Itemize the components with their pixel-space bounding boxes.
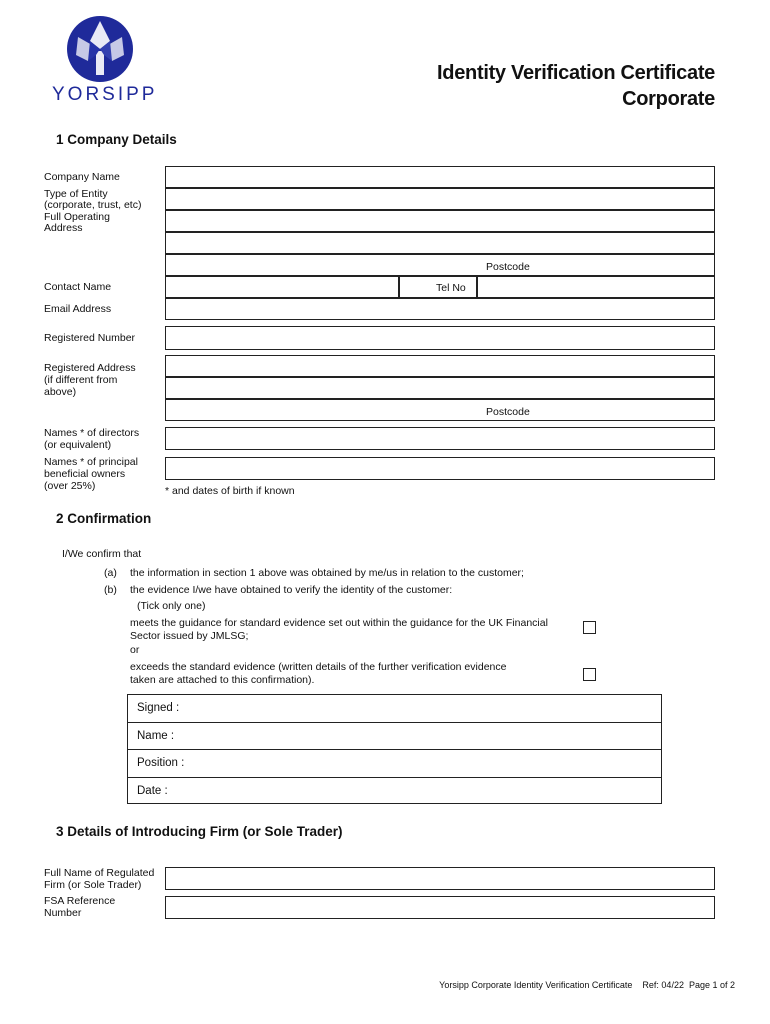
operating-address-label-2: Address bbox=[44, 222, 83, 234]
company-name-field[interactable] bbox=[165, 166, 715, 188]
registered-number-label: Registered Number bbox=[44, 332, 136, 344]
operating-address-line-3-field[interactable] bbox=[165, 254, 715, 276]
email-field[interactable] bbox=[165, 298, 715, 320]
registered-address-label-3: above) bbox=[44, 386, 77, 398]
page-subtitle: Corporate bbox=[622, 88, 715, 110]
registered-address-line-1-field[interactable] bbox=[165, 355, 715, 377]
item-b-text: the evidence I/we have obtained to verify the identity of the customer: bbox=[130, 584, 453, 596]
entity-type-hint: (corporate, trust, etc) bbox=[44, 199, 142, 211]
signed-row[interactable]: Signed : bbox=[128, 695, 661, 723]
company-name-label: Company Name bbox=[44, 171, 120, 183]
logo-emblem-icon bbox=[66, 15, 134, 83]
confirm-intro: I/We confirm that bbox=[62, 548, 142, 560]
operating-address-line-1-field[interactable] bbox=[165, 210, 715, 232]
registered-address-line-2-field[interactable] bbox=[165, 377, 715, 399]
section-1-heading: 1 Company Details bbox=[56, 132, 177, 147]
operating-address-label: Full Operating bbox=[44, 211, 110, 223]
fsa-reference-field[interactable] bbox=[165, 896, 715, 919]
company-logo bbox=[66, 15, 134, 83]
section-3-heading: 3 Details of Introducing Firm (or Sole Trader) bbox=[56, 824, 343, 839]
email-label: Email Address bbox=[44, 303, 112, 315]
owners-label-2: beneficial owners bbox=[44, 468, 126, 480]
date-row[interactable]: Date : bbox=[137, 784, 168, 797]
option-1-text: meets the guidance for standard evidence set out within the guidance for the UK Financial bbox=[130, 617, 548, 629]
owners-label: Names * of principal bbox=[44, 456, 138, 468]
firm-name-field[interactable] bbox=[165, 867, 715, 890]
item-a-text: the information in section 1 above was obtained by me/us in relation to the customer; bbox=[130, 567, 524, 579]
registered-number-field[interactable] bbox=[165, 326, 715, 350]
registered-address-label: Registered Address bbox=[44, 362, 136, 374]
directors-label-2: (or equivalent) bbox=[44, 439, 112, 451]
option-2-text: exceeds the standard evidence (written details of the further verification evidence bbox=[130, 661, 507, 673]
tel-no-field[interactable] bbox=[477, 276, 715, 298]
or-text: or bbox=[130, 644, 140, 656]
dob-footnote: * and dates of birth if known bbox=[165, 485, 295, 497]
directors-field[interactable] bbox=[165, 427, 715, 450]
entity-type-label: Type of Entity bbox=[44, 188, 108, 200]
firm-name-label-2: Firm (or Sole Trader) bbox=[44, 879, 142, 891]
directors-label: Names * of directors bbox=[44, 427, 140, 439]
item-b-marker: (b) bbox=[104, 584, 117, 596]
operating-address-line-2-field[interactable] bbox=[165, 232, 715, 254]
page-title: Identity Verification Certificate bbox=[437, 62, 715, 84]
contact-name-field[interactable] bbox=[165, 276, 399, 298]
owners-field[interactable] bbox=[165, 457, 715, 480]
tick-note: (Tick only one) bbox=[137, 600, 206, 612]
name-row[interactable]: Name : bbox=[128, 723, 661, 751]
registered-address-line-3-field[interactable] bbox=[165, 399, 715, 421]
registered-postcode-label: Postcode bbox=[486, 406, 530, 418]
standard-evidence-checkbox[interactable] bbox=[583, 621, 596, 634]
fsa-reference-label-2: Number bbox=[44, 907, 82, 919]
page-footer: Yorsipp Corporate Identity Verification Certificate Ref: 04/22 Page 1 of 2 bbox=[439, 980, 735, 990]
item-a-marker: (a) bbox=[104, 567, 117, 579]
option-2-text-2: taken are attached to this confirmation). bbox=[130, 674, 315, 686]
position-row[interactable]: Position : bbox=[128, 750, 661, 778]
registered-address-label-2: (if different from bbox=[44, 374, 118, 386]
logo-wordmark: YORSIPP bbox=[52, 84, 158, 105]
signature-block bbox=[127, 694, 662, 804]
fsa-reference-label: FSA Reference bbox=[44, 895, 116, 907]
firm-name-label: Full Name of Regulated bbox=[44, 867, 155, 879]
owners-label-3: (over 25%) bbox=[44, 480, 96, 492]
contact-name-label: Contact Name bbox=[44, 281, 112, 293]
exceeds-evidence-checkbox[interactable] bbox=[583, 668, 596, 681]
option-1-text-2: Sector issued by JMLSG; bbox=[130, 630, 249, 642]
tel-no-label: Tel No bbox=[436, 282, 466, 294]
section-2-heading: 2 Confirmation bbox=[56, 511, 152, 526]
postcode-label: Postcode bbox=[486, 261, 530, 273]
entity-type-field[interactable] bbox=[165, 188, 715, 210]
